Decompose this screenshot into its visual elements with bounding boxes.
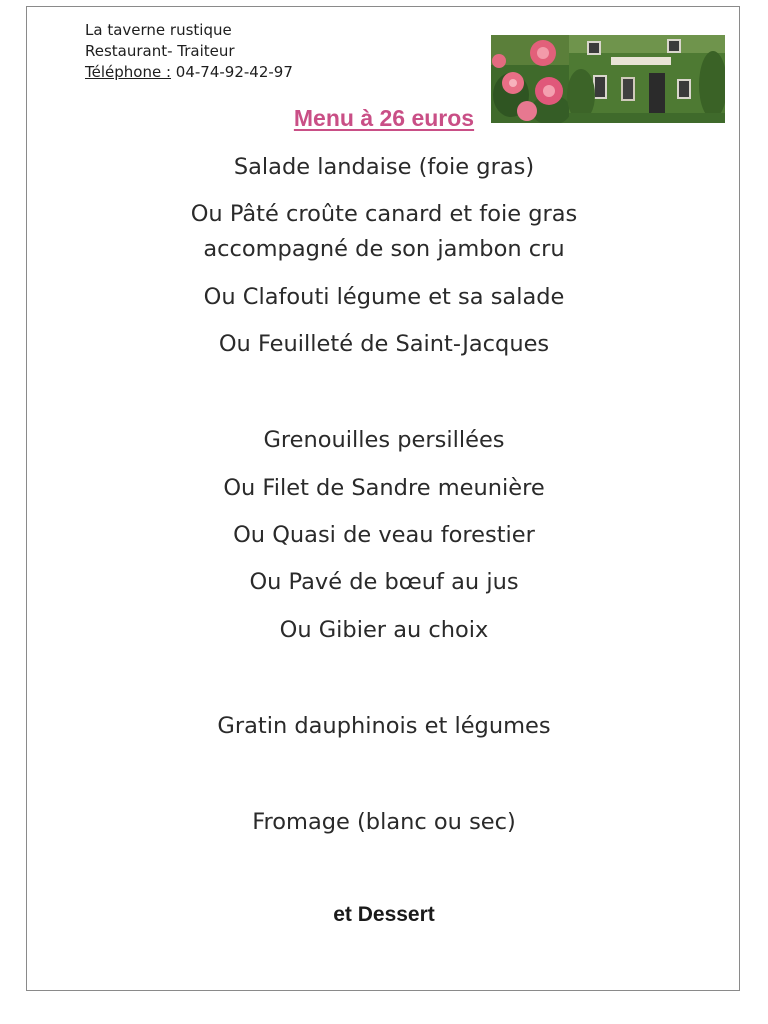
menu-title [0, 103, 768, 133]
starter-2: Ou Pâté croûte canard et foie gras [190, 201, 578, 227]
restaurant-name: La taverne rustique [85, 21, 232, 39]
menu-title-text: Menu à 26 euros [293, 105, 475, 131]
side-dish: Gratin dauphinois et légumes [217, 713, 551, 739]
main-2: Ou Filet de Sandre meunière [223, 475, 545, 501]
phone-number: 04-74-92-42-97 [171, 63, 293, 81]
restaurant-subtitle: Restaurant- Traiteur [85, 42, 235, 60]
cheese-course: Fromage (blanc ou sec) [252, 809, 516, 835]
main-4: Ou Pavé de bœuf au jus [249, 569, 519, 595]
main-3: Ou Quasi de veau forestier [233, 522, 535, 548]
phone-line [85, 62, 293, 83]
starter-4: Ou Feuilleté de Saint-Jacques [218, 331, 550, 357]
phone-label: Téléphone : [85, 63, 172, 81]
restaurant-header [85, 20, 293, 83]
starter-3: Ou Clafouti légume et sa salade [203, 284, 565, 310]
starter-1: Salade landaise (foie gras) [233, 154, 535, 180]
main-5: Ou Gibier au choix [279, 617, 489, 643]
dessert-course: et Dessert [333, 903, 435, 926]
main-1: Grenouilles persillées [263, 427, 505, 453]
starter-2-cont: accompagné de son jambon cru [203, 236, 565, 262]
